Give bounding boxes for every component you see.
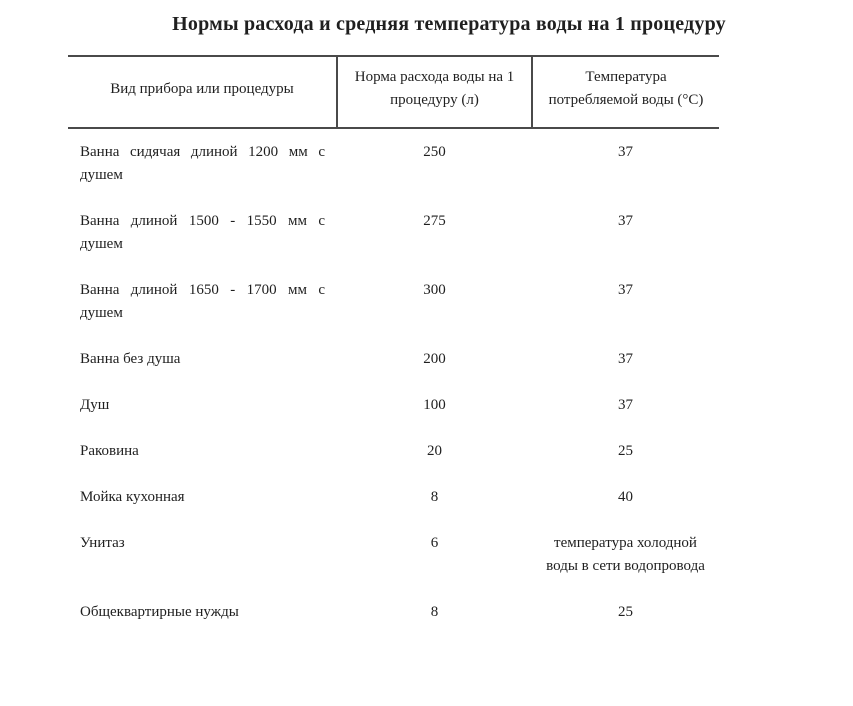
table-row — [68, 520, 719, 589]
cell-device: Душ — [80, 397, 110, 413]
table-row — [68, 382, 719, 428]
column-header-temperature: Температура потребляемой воды (°С) — [532, 56, 719, 128]
column-header-norm: Норма расхода воды на 1 процедуру (л) — [337, 56, 532, 128]
page-title: Нормы расхода и средняя температура воды на 1 процедуру — [172, 13, 726, 35]
cell-norm: 8 — [430, 604, 439, 620]
cell-temperature: температура холодной воды в сети водопровода — [546, 535, 705, 574]
cell-device: Ванна без душа — [80, 351, 181, 367]
cell-device: Мойка кухонная — [80, 489, 185, 505]
cell-norm: 300 — [423, 282, 446, 298]
table-row — [68, 336, 719, 382]
cell-temperature: 25 — [618, 604, 633, 620]
cell-norm: 275 — [423, 213, 446, 229]
table-row — [68, 589, 719, 635]
table-row — [68, 198, 719, 267]
cell-device: Ванна длиной 1500 - 1550 мм с душем — [80, 213, 325, 252]
cell-device: Унитаз — [80, 535, 125, 551]
cell-norm: 20 — [427, 443, 442, 459]
table-row — [68, 428, 719, 474]
water-consumption-table — [68, 55, 719, 635]
water-consumption-table-container — [68, 55, 853, 635]
column-header-device: Вид прибора или процедуры — [68, 56, 337, 128]
cell-temperature: 37 — [618, 282, 633, 298]
cell-device: Раковина — [80, 443, 139, 459]
cell-device: Ванна сидячая длиной 1200 мм с душем — [80, 144, 325, 183]
table-row — [68, 474, 719, 520]
cell-norm: 200 — [423, 351, 446, 367]
cell-norm: 250 — [423, 144, 446, 160]
cell-device: Ванна длиной 1650 - 1700 мм с душем — [80, 282, 325, 321]
header-row — [68, 56, 719, 128]
cell-norm: 8 — [430, 489, 439, 505]
table-row — [68, 267, 719, 336]
cell-device: Общеквартирные нужды — [80, 604, 239, 620]
cell-norm: 100 — [423, 397, 446, 413]
cell-temperature: 40 — [618, 489, 633, 505]
cell-temperature: 37 — [618, 213, 633, 229]
cell-norm: 6 — [430, 535, 439, 551]
table-row — [68, 128, 719, 198]
cell-temperature: 37 — [618, 351, 633, 367]
cell-temperature: 25 — [618, 443, 633, 459]
cell-temperature: 37 — [618, 144, 633, 160]
cell-temperature: 37 — [618, 397, 633, 413]
